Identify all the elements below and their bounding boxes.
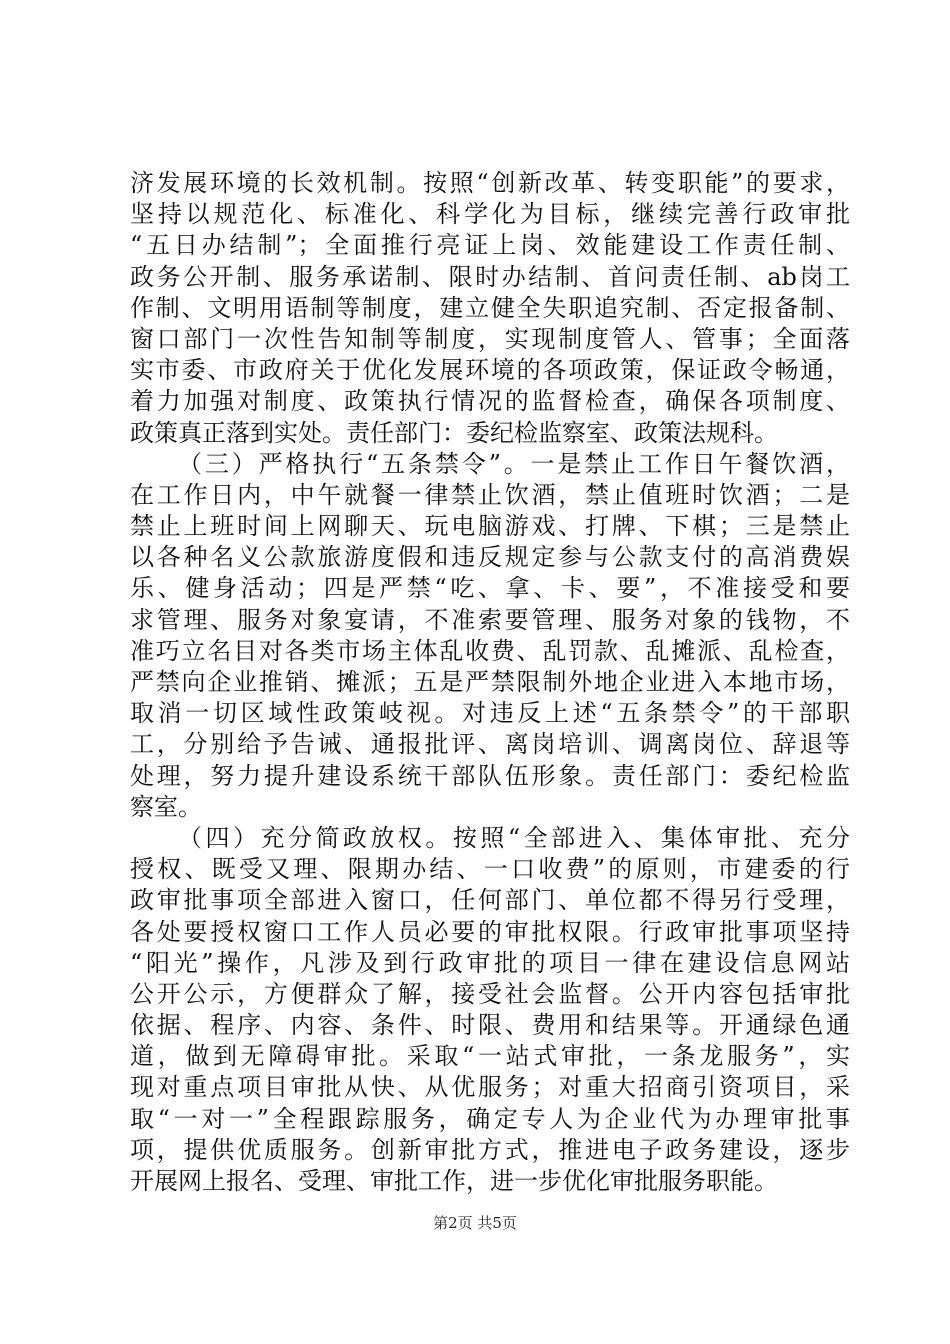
text-line: 政审批事项全部进入窗口，任何部门、单位都不得另行受理， — [130, 886, 850, 915]
text-line: 依据、程序、内容、条件、时限、费用和结果等。开通绿色通 — [130, 1011, 850, 1040]
text-line: 开展网上报名、受理、审批工作，进一步优化审批服务职能。 — [130, 1167, 778, 1195]
text-line: 取消一切区域性政策岐视。对违反上述“五条禁令”的干部职 — [130, 699, 850, 728]
text-line: “五日办结制”；全面推行亮证上岗、效能建设工作责任制、 — [130, 231, 850, 260]
text-line: 济发展环境的长效机制。按照“创新改革、转变职能”的要求， — [130, 169, 850, 197]
text-line: 现对重点项目审批从快、从优服务；对重大招商引资项目，采 — [130, 1073, 850, 1102]
text-line: 取“一对一”全程跟踪服务，确定专人为企业代为办理审批事 — [130, 1104, 850, 1133]
text-line: 禁止上班时间上网聊天、玩电脑游戏、打牌、下棋；三是禁止 — [130, 512, 850, 541]
text-line: “阳光”操作，凡涉及到行政审批的项目一律在建设信息网站 — [130, 948, 850, 977]
text-line: 公开公示，方便群众了解，接受社会监督。公开内容包括审批 — [130, 979, 850, 1008]
text-line: 政策真正落到实处。责任部门：委纪检监察室、政策法规科。 — [130, 418, 778, 447]
text-line: 各处要授权窗口工作人员必要的审批权限。行政审批事项坚持 — [130, 917, 850, 946]
text-line: 坚持以规范化、标准化、科学化为目标，继续完善行政审批 — [130, 200, 850, 229]
text-line: 工，分别给予告诫、通报批评、离岗培训、调离岗位、辞退等 — [130, 730, 850, 759]
text-line: 着力加强对制度、政策执行情况的监督检查，确保各项制度、 — [130, 387, 850, 416]
text-line: 窗口部门一次性告知制等制度，实现制度管人、管事；全面落 — [130, 324, 850, 353]
text-line: 项，提供优质服务。创新审批方式，推进电子政务建设，逐步 — [130, 1135, 850, 1164]
text-line: 政务公开制、服务承诺制、限时办结制、首问责任制、ab岗工 — [130, 262, 850, 291]
text-line: 在工作日内，中午就餐一律禁止饮酒，禁止值班时饮酒；二是 — [130, 480, 850, 509]
text-line: 求管理、服务对象宴请，不准索要管理、服务对象的钱物，不 — [130, 605, 850, 634]
text-line: 准巧立名目对各类市场主体乱收费、乱罚款、乱摊派、乱检查， — [130, 636, 850, 665]
text-line: 察室。 — [130, 792, 202, 821]
text-line: 道，做到无障碍审批。采取“一站式审批，一条龙服务”，实 — [130, 1042, 850, 1071]
text-line: （四）充分简政放权。按照“全部进入、集体审批、充分 — [178, 823, 850, 852]
text-line: 处理，努力提升建设系统干部队伍形象。责任部门：委纪检监 — [130, 761, 850, 790]
text-line: 严禁向企业推销、摊派；五是严禁限制外地企业进入本地市场， — [130, 668, 850, 696]
text-line: 以各种名义公款旅游度假和违反规定参与公款支付的高消费娱 — [130, 543, 850, 572]
page-footer: 第2页 共5页 — [433, 1214, 517, 1232]
text-line: （三）严格执行“五条禁令”。一是禁止工作日午餐饮酒， — [178, 449, 850, 478]
text-line: 授权、既受又理、限期办结、一口收费”的原则，市建委的行 — [130, 855, 850, 884]
text-line: 乐、健身活动；四是严禁“吃、拿、卡、要”，不准接受和要 — [130, 574, 850, 603]
text-line: 作制、文明用语制等制度，建立健全失职追究制、否定报备制、 — [130, 293, 850, 322]
body-text — [130, 168, 850, 1197]
text-line: 实市委、市政府关于优化发展环境的各项政策，保证政令畅通， — [130, 356, 850, 385]
